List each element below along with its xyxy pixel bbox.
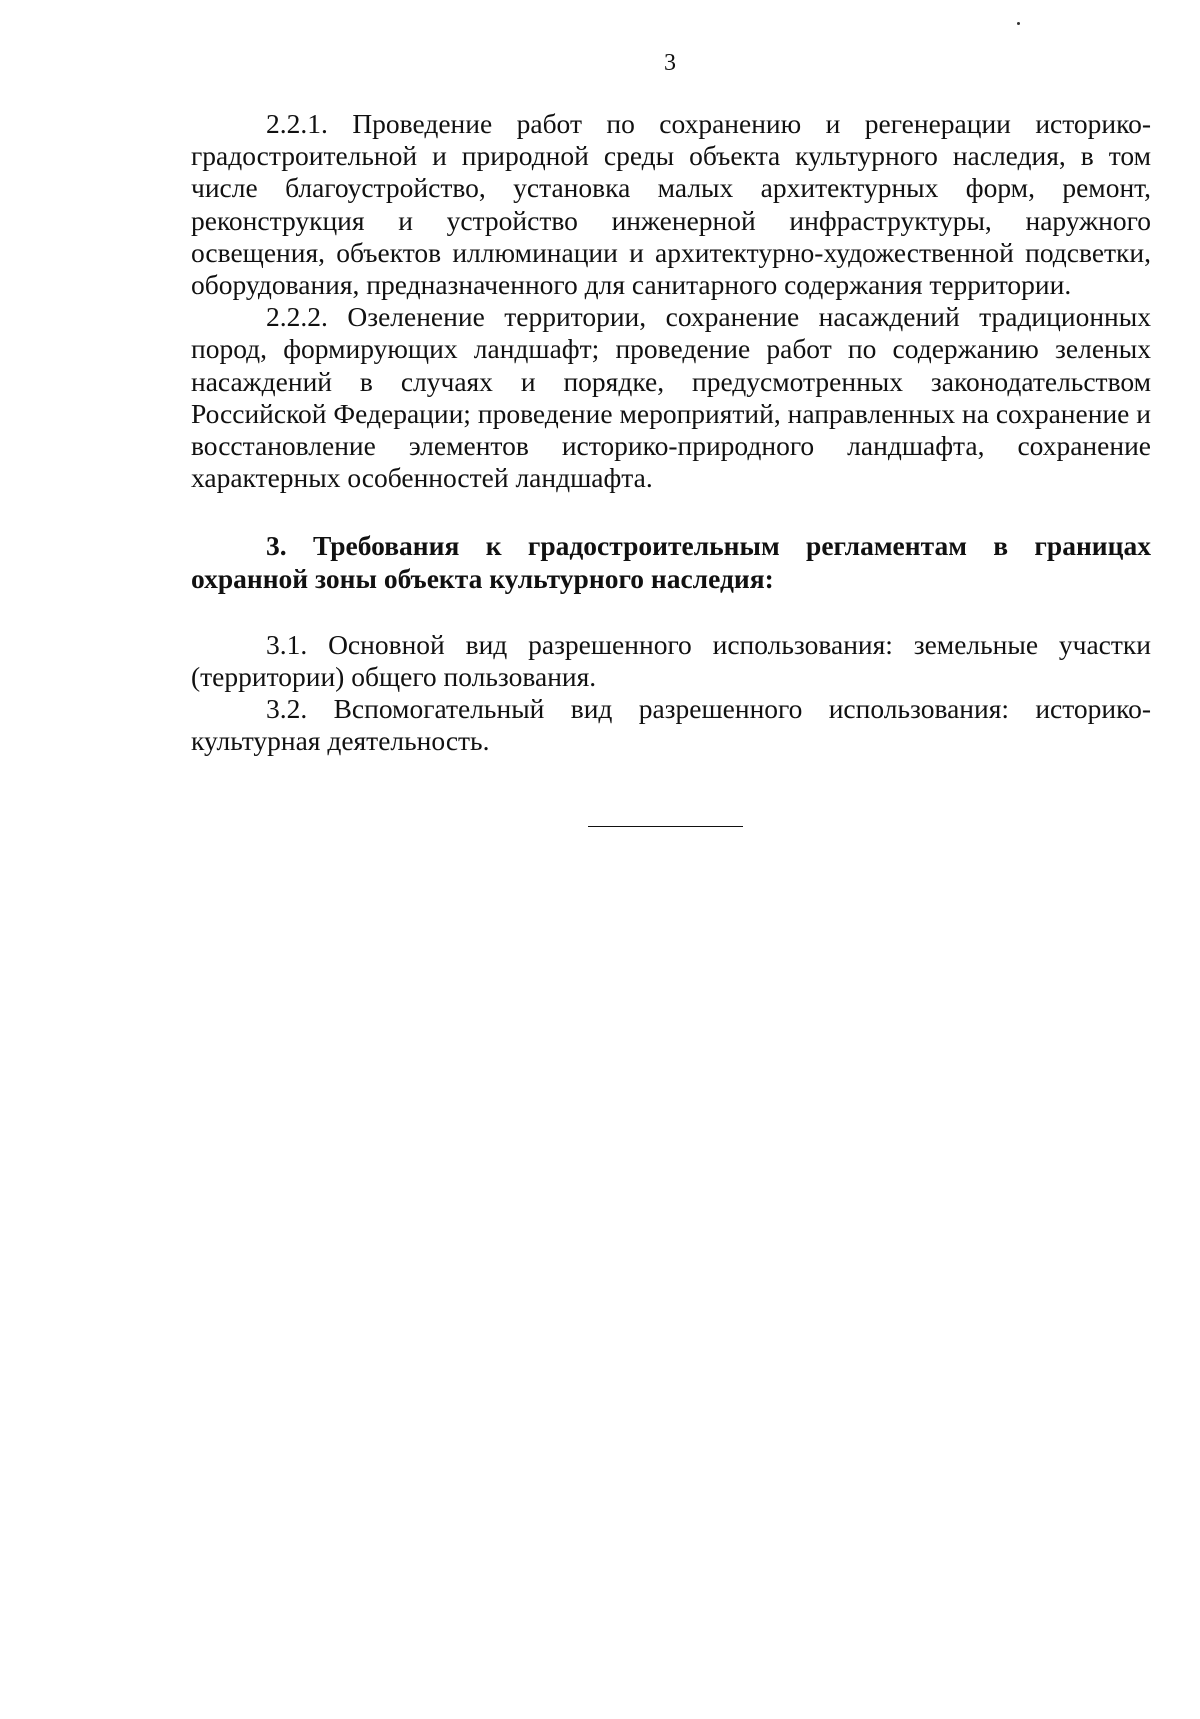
paragraph-2-2-1: 2.2.1. Проведение работ по сохранению и регенерации историко-градостроительной и природной среды объекта культурного наследия, в том числе благоустройство, установка малых архитектурных форм, ремонт, реконструкция и устройство инженерной инфраструктуры, наружного освещения, объектов иллюминации и архитектурно-художественной подсветки, оборудования, предназначенного для санитарного содержания территории. <box>191 108 1151 301</box>
paragraph-3-1: 3.1. Основной вид разрешенного использования: земельные участки (территории) общего пользования. <box>191 628 1151 693</box>
page-number: 3 <box>664 50 676 76</box>
paragraph-2-2-2: 2.2.2. Озеленение территории, сохранение насаждений традиционных пород, формирующих ландшафт; проведение работ по содержанию зеленых насаждений в случаях и порядке, предусмотренных законодательством Российской Федерации; проведение мероприятий, направленных на сохранение и восстановление элементов историко-природного ландшафта, сохранение характерных особенностей ландшафта. <box>191 301 1151 494</box>
document-body <box>191 108 1151 758</box>
end-of-document-rule <box>588 826 743 827</box>
scan-speck <box>1017 22 1020 25</box>
paragraph-3-2: 3.2. Вспомогательный вид разрешенного использования: историко-культурная деятельность. <box>191 693 1151 757</box>
section-3-heading: 3. Требования к градостроительным регламентам в границах охранной зоны объекта культурного наследия: <box>191 530 1151 594</box>
